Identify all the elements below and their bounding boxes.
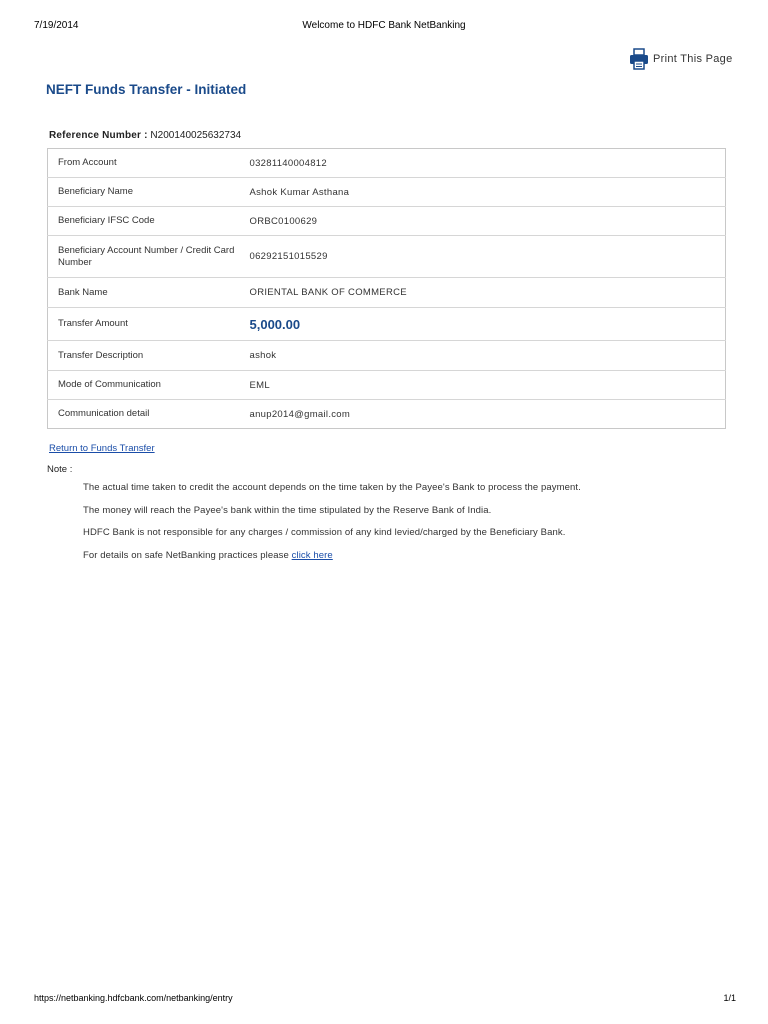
beneficiary-account-label: Beneficiary Account Number / Credit Card Number bbox=[48, 236, 250, 278]
note-item: The money will reach the Payee's bank within the time stipulated by the Reserve Bank of India. bbox=[83, 504, 492, 516]
print-page-label: Print This Page bbox=[653, 53, 733, 65]
mode-of-communication-value: EML bbox=[250, 371, 726, 400]
table-row bbox=[48, 371, 726, 400]
table-row bbox=[48, 400, 726, 429]
beneficiary-ifsc-label: Beneficiary IFSC Code bbox=[48, 207, 250, 236]
reference-number bbox=[49, 130, 241, 141]
note-item: HDFC Bank is not responsible for any charges / commission of any kind levied/charged by the Beneficiary Bank. bbox=[83, 527, 566, 538]
print-footer bbox=[0, 993, 768, 1007]
page-title: NEFT Funds Transfer - Initiated bbox=[46, 82, 247, 97]
table-row bbox=[48, 308, 726, 341]
print-date: 7/19/2014 bbox=[34, 20, 79, 31]
note-item-text: For details on safe NetBanking practices please bbox=[83, 549, 289, 561]
table-row bbox=[48, 178, 726, 207]
print-header bbox=[0, 20, 768, 34]
from-account-label: From Account bbox=[48, 149, 250, 178]
reference-value: N200140025632734 bbox=[150, 130, 242, 141]
printer-icon bbox=[629, 48, 649, 70]
notes-list bbox=[83, 482, 743, 572]
from-account-value: 03281140004812 bbox=[250, 149, 726, 178]
bank-name-value: ORIENTAL BANK OF COMMERCE bbox=[250, 278, 726, 308]
note-item: The actual time taken to credit the account depends on the time taken by the Payee's Bank to process the payment. bbox=[83, 482, 581, 493]
beneficiary-account-value: 06292151015529 bbox=[250, 236, 726, 278]
print-page-title: Welcome to HDFC Bank NetBanking bbox=[302, 20, 466, 31]
communication-detail-value: anup2014@gmail.com bbox=[249, 408, 351, 420]
table-row bbox=[48, 236, 726, 278]
beneficiary-ifsc-value: ORBC0100629 bbox=[250, 207, 726, 236]
table-row bbox=[48, 341, 726, 371]
beneficiary-name-value: Ashok Kumar Asthana bbox=[250, 178, 726, 207]
transfer-amount-label: Transfer Amount bbox=[48, 308, 250, 341]
print-page-button[interactable] bbox=[629, 48, 733, 72]
table-row bbox=[48, 278, 726, 308]
click-here-link[interactable]: click here bbox=[291, 549, 333, 561]
transfer-details-table bbox=[47, 148, 726, 429]
beneficiary-name-label: Beneficiary Name bbox=[48, 178, 250, 207]
communication-detail-label: Communication detail bbox=[58, 408, 150, 419]
table-row bbox=[48, 207, 726, 236]
bank-name-label: Bank Name bbox=[48, 278, 250, 308]
print-url: https://netbanking.hdfcbank.com/netbanking/entry bbox=[34, 993, 233, 1003]
transfer-amount-value: 5,000.00 bbox=[250, 308, 726, 341]
transfer-description-label: Transfer Description bbox=[48, 341, 250, 371]
mode-of-communication-label: Mode of Communication bbox=[48, 371, 250, 400]
print-page-number: 1/1 bbox=[723, 993, 736, 1003]
return-to-funds-transfer-link[interactable]: Return to Funds Transfer bbox=[49, 443, 155, 454]
note-item bbox=[83, 550, 743, 573]
table-row bbox=[48, 149, 726, 178]
transfer-description-value: ashok bbox=[250, 341, 726, 371]
reference-label: Reference Number : bbox=[49, 130, 148, 141]
note-label: Note : bbox=[47, 464, 73, 475]
